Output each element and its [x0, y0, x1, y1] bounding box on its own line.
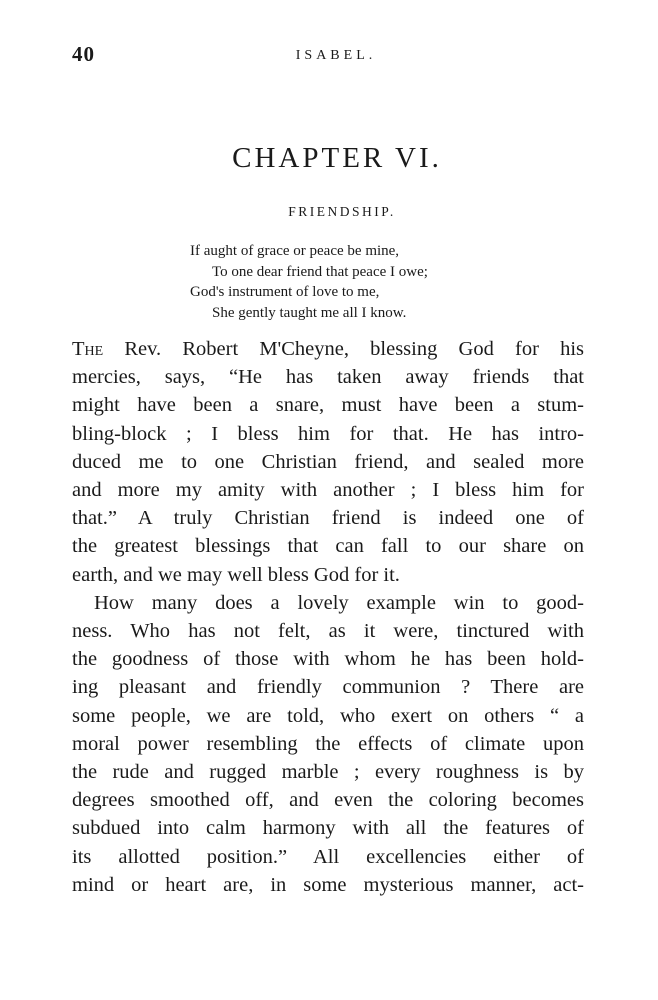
text-line: ing pleasant and friendly communion ? There are	[72, 676, 584, 699]
drop-word: The	[72, 338, 104, 360]
text-line: mind or heart are, in some mysterious manner, act-	[72, 873, 584, 896]
text-line: the greatest blessings that can fall to our share on	[72, 535, 584, 558]
text-line: the rude and rugged marble ; every roughness is by	[72, 761, 584, 784]
epigraph-poem	[190, 241, 428, 323]
body-text	[72, 335, 584, 899]
text-line: subdued into calm harmony with all the features of	[72, 817, 584, 840]
text-line: How many does a lovely example win to good-	[94, 591, 584, 614]
epigraph-line: God's instrument of love to me,	[190, 284, 380, 300]
text-line: ness. Who has not felt, as it were, tinctured with	[72, 620, 584, 643]
text-line: moral power resembling the effects of climate upon	[72, 732, 584, 755]
text-line: the goodness of those with whom he has been hold-	[72, 648, 584, 671]
epigraph-line: If aught of grace or peace be mine,	[190, 243, 400, 259]
chapter-subtitle: FRIENDSHIP.	[288, 204, 396, 219]
text-line: some people, we are told, who exert on others “ a	[72, 704, 584, 727]
epigraph-line: To one dear friend that peace I owe;	[212, 263, 428, 280]
page-number: 40	[72, 42, 95, 66]
text-line: its allotted position.” All excellencies either of	[72, 845, 584, 868]
text-line: mercies, says, “He has taken away friends that	[72, 366, 584, 389]
text-line: degrees smoothed off, and even the coloring becomes	[72, 789, 584, 812]
running-title: ISABEL.	[295, 48, 377, 63]
text-line: bling-block ; I bless him for that. He has intro-	[72, 422, 584, 445]
text-line: and more my amity with another ; I bless him for	[72, 479, 584, 502]
text-line: might have been a snare, must have been a stum-	[72, 394, 584, 417]
epigraph-line: She gently taught me all I know.	[212, 304, 407, 321]
text-line: duced me to one Christian friend, and sealed more	[72, 450, 584, 473]
text-line-rest: Rev. Robert M'Cheyne, blessing God for his	[103, 338, 584, 360]
chapter-title: CHAPTER VI.	[232, 142, 442, 174]
text-line: that.” A truly Christian friend is indeed one of	[72, 507, 584, 530]
text-line	[72, 335, 584, 363]
text-line: earth, and we may well bless God for it.	[72, 563, 400, 586]
